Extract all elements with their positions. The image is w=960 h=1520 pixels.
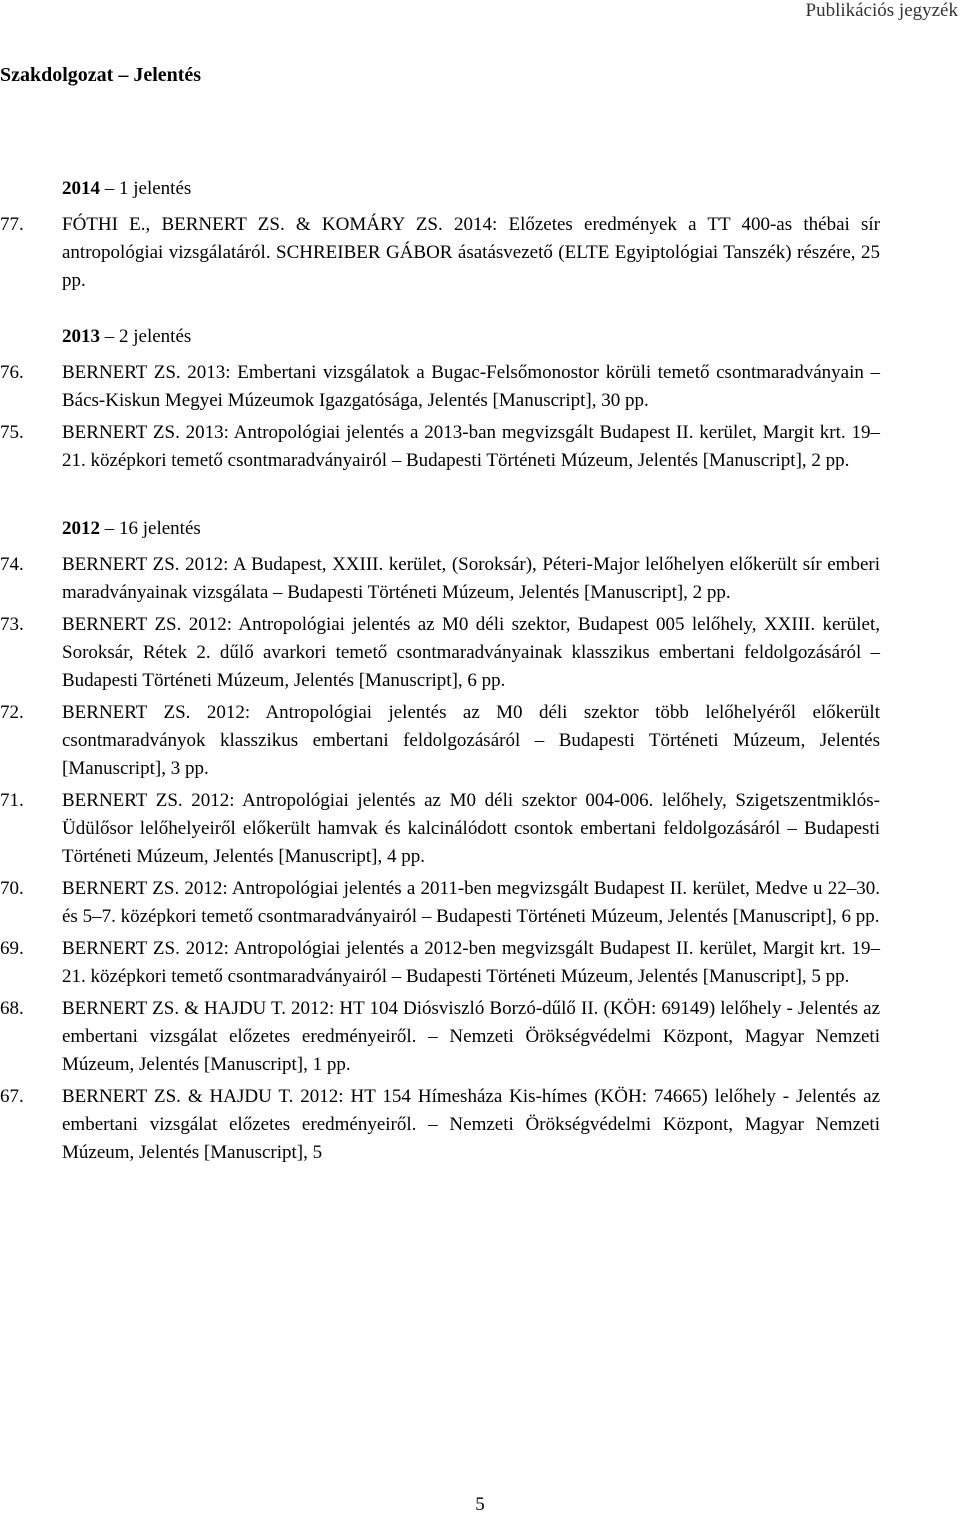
list-item: 71. BERNERT ZS. 2012: Antropológiai jelentés az M0 déli szektor 004-006. lelőhely, Szigetszentmiklós-Üdülősor lelőhelyeiről előkerült hamvak és kalcinálódott csontok embertani feldolgozásáról – Budapesti Történeti Múzeum, Jelentés [Manuscript], 4 pp.	[0, 790, 881, 867]
list-item: 72. BERNERT ZS. 2012: Antropológiai jelentés az M0 déli szektor több lelőhelyéről előkerült csontmaradványok klasszikus embertani feldolgozásáról – Budapesti Történeti Múzeum, Jelentés [Manuscript], 3 pp.	[0, 702, 880, 779]
list-item: 67. BERNERT ZS. & HAJDU T. 2012: HT 154 Hímesháza Kis-hímes (KÖH: 74665) lelőhely - Jelentés az embertani vizsgálat előzetes eredményeiről. – Nemzeti Örökségvédelmi Központ, Magyar Nemzeti Múzeum, Jelentés [Manuscript], 5	[0, 1086, 880, 1163]
list-item: 76. BERNERT ZS. 2013: Embertani vizsgálatok a Bugac-Felsőmonostor körüli temető csontmaradványain – Bács-Kiskun Megyei Múzeumok Igazgatósága, Jelentés [Manuscript], 30 pp.	[0, 362, 880, 411]
report-list	[0, 175, 880, 1171]
list-item: 75. BERNERT ZS. 2013: Antropológiai jelentés a 2013-ban megvizsgált Budapest II. kerület, Margit krt. 19–21. középkori temető csontmaradványairól – Budapesti Történeti Múzeum, Jelentés [Manuscript], 2 pp.	[0, 422, 880, 471]
list-item: 70. BERNERT ZS. 2012: Antropológiai jelentés a 2011-ben megvizsgált Budapest II. kerület, Medve u 22–30. és 5–7. középkori temető csontmaradványairól – Budapesti Történeti Múzeum, Jelentés [Manuscript], 6 pp.	[0, 878, 881, 927]
year-heading-2014: 2014 – 1 jelentés	[62, 178, 192, 199]
page-number: 5	[475, 1494, 485, 1515]
year-heading-2013: 2013 – 2 jelentés	[62, 326, 192, 347]
section-title: Szakdolgozat – Jelentés	[0, 64, 202, 86]
list-item: 69. BERNERT ZS. 2012: Antropológiai jelentés a 2012-ben megvizsgált Budapest II. kerület, Margit krt. 19–21. középkori temető csontmaradványairól – Budapesti Történeti Múzeum, Jelentés [Manuscript], 5 pp.	[0, 938, 880, 987]
list-item: 77. FÓTHI E., BERNERT ZS. & KOMÁRY ZS. 2014: Előzetes eredmények a TT 400-as thébai sír antropológiai vizsgálatáról. SCHREIBER GÁBOR ásatásvezető (ELTE Egyiptológiai Tanszék) részére, 25 pp.	[0, 214, 880, 291]
list-item: 74. BERNERT ZS. 2012: A Budapest, XXIII. kerület, (Soroksár), Péteri-Major lelőhelyen előkerült sír emberi maradványainak vizsgálata – Budapesti Történeti Múzeum, Jelentés [Manuscript], 2 pp.	[0, 554, 880, 603]
running-header: Publikációs jegyzék	[805, 0, 958, 21]
year-heading-2012: 2012 – 16 jelentés	[62, 518, 201, 539]
list-item: 73. BERNERT ZS. 2012: Antropológiai jelentés az M0 déli szektor, Budapest 005 lelőhely, XXIII. kerület, Soroksár, Rétek 2. dűlő avarkori temető csontmaradványainak klasszikus embertani feldolgozásáról – Budapesti Történeti Múzeum, Jelentés [Manuscript], 6 pp.	[0, 614, 880, 691]
list-item: 68. BERNERT ZS. & HAJDU T. 2012: HT 104 Diósviszló Borzó-dűlő II. (KÖH: 69149) lelőhely - Jelentés az embertani vizsgálat előzetes eredményeiről. – Nemzeti Örökségvédelmi Központ, Magyar Nemzeti Múzeum, Jelentés [Manuscript], 1 pp.	[0, 998, 881, 1075]
